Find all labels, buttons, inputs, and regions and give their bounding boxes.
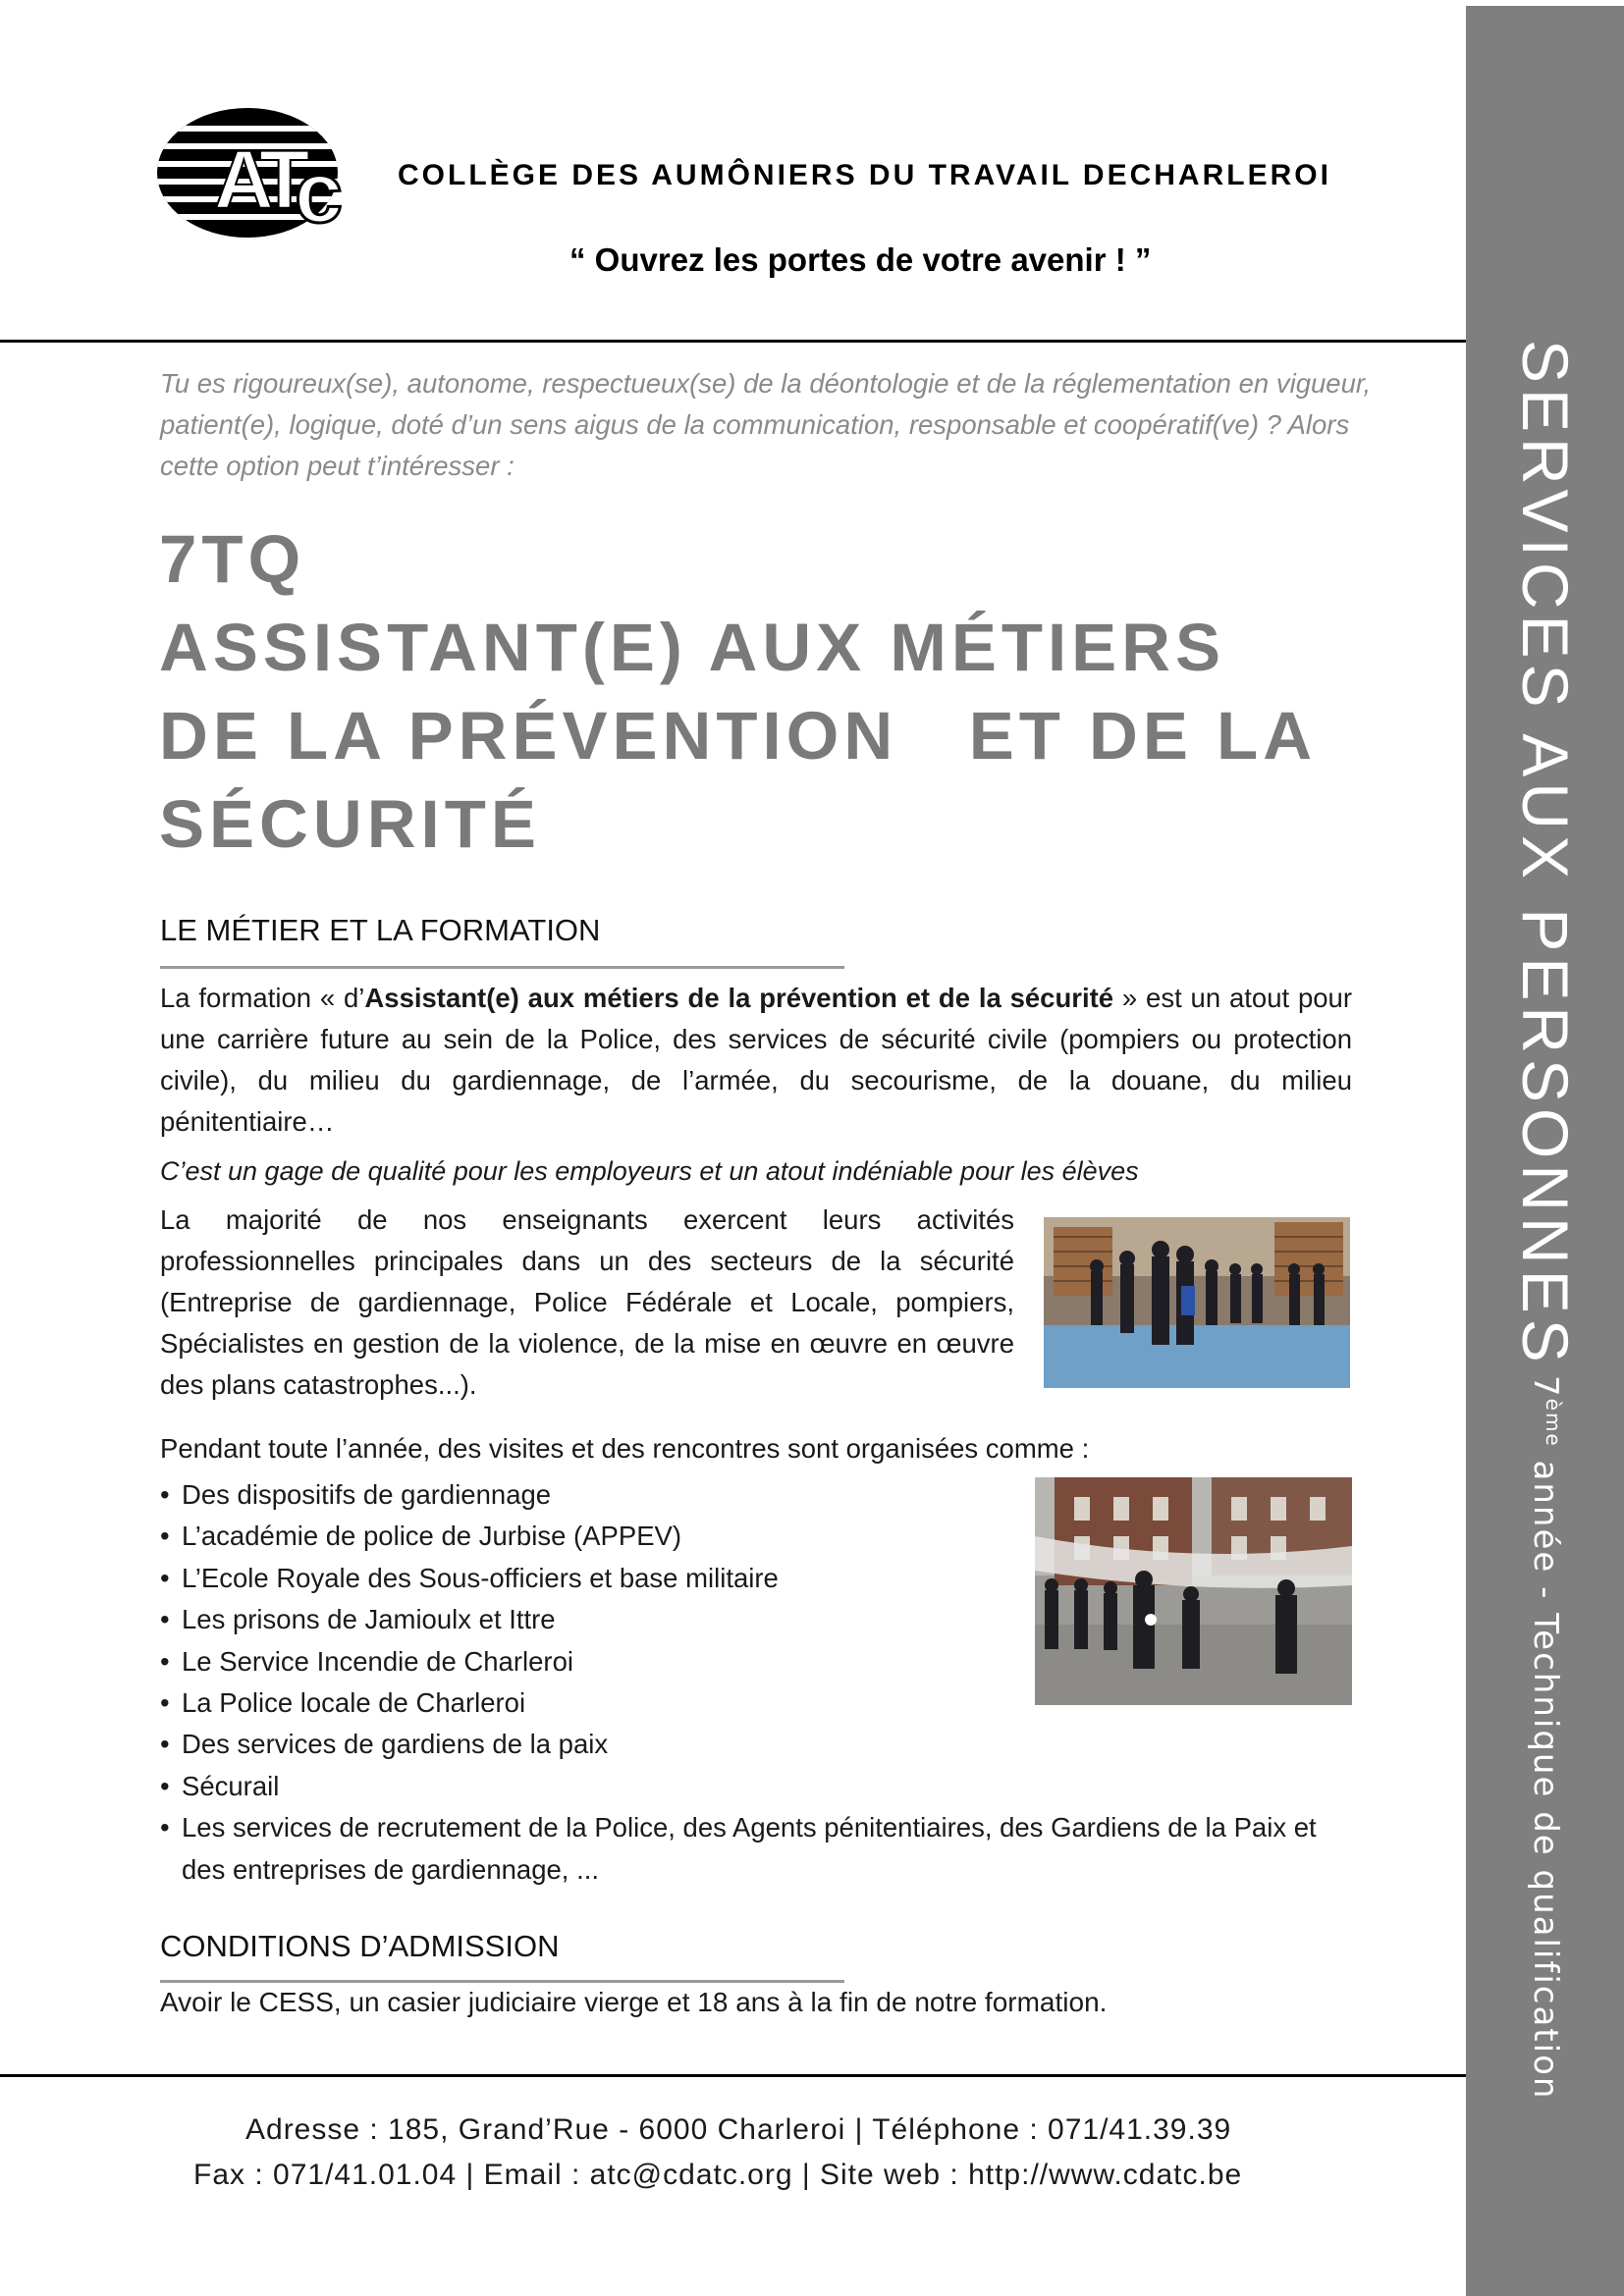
admission-text: Avoir le CESS, un casier judiciaire vierge et 18 ans à la fin de notre formation. (160, 1987, 1108, 2017)
year-label: 7ème année - Technique de qualification (1525, 1375, 1565, 2101)
section-rule (160, 966, 844, 969)
atc-logo (157, 106, 349, 240)
teachers-paragraph: La majorité de nos enseignants exercent leurs activités professionnelles principales dans un des secteurs de la sécurité (Entreprise de gardiennage, Police Fédérale et Locale, pompiers, Spécialistes en gestion de la violence, de la mise en œuvre en œuvre des plans catastrophes...). (160, 1204, 1014, 1400)
page-title: 7TQ ASSISTANT(E) AUX MÉTIERS DE LA PRÉVENTION ET DE LA SÉCURITÉ (159, 521, 1318, 862)
college-name: COLLÈGE DES AUMÔNIERS DU TRAVAIL DECHARLEROI (398, 159, 1331, 191)
list-item: • Le Service Incendie de Charleroi (160, 1641, 1358, 1682)
svg-text:c: c (295, 143, 343, 240)
svg-text:T: T (259, 133, 310, 226)
intro-text: Tu es rigoureux(se), autonome, respectueux(se) de la déontologie et de la réglementation en vigueur, patient(e), logique, doté d’un sens aigus de la communication, responsable et coopératif(ve) ? Alors cette option peut t’intéresser : (160, 368, 1372, 481)
quality-statement: C’est un gage de qualité pour les employeurs et un atout indéniable pour les élèves (160, 1156, 1139, 1186)
section-heading-admission: CONDITIONS D’ADMISSION (160, 1929, 560, 1963)
formation-paragraph: La formation « d’Assistant(e) aux métiers de la prévention et de la sécurité » est un atout pour une carrière future au sein de la Police, des services de sécurité civile (pompiers ou protection civile), du milieu du gardiennage, de l’armée, du secourisme, de la douane, du milieu pénitentiaire… (160, 983, 1352, 1137)
list-item: • Des dispositifs de gardiennage (160, 1474, 1358, 1516)
footer-contact: Fax : 071/41.01.04 | Email : atc@cdatc.org | Site web : http://www.cdatc.be (193, 2159, 1243, 2191)
list-item: • La Police locale de Charleroi (160, 1682, 1358, 1724)
header-divider (0, 340, 1466, 343)
list-item: • Des services de gardiens de la paix (160, 1724, 1358, 1765)
training-photo (1044, 1217, 1350, 1388)
fire-exercise-photo (1035, 1477, 1352, 1705)
side-band (1466, 6, 1624, 2296)
category-label: SERVICES AUX PERSONNES (1508, 340, 1582, 1368)
visits-intro: Pendant toute l’année, des visites et des rencontres sont organisées comme : (160, 1433, 1090, 1464)
svg-text:A: A (214, 133, 274, 226)
list-item: • Les prisons de Jamioulx et Ittre (160, 1599, 1358, 1640)
list-item: • L’académie de police de Jurbise (APPEV) (160, 1516, 1358, 1557)
list-item: • Sécurail (160, 1766, 1358, 1807)
footer-divider (0, 2074, 1466, 2077)
motto: “ Ouvrez les portes de votre avenir ! ” (569, 241, 1152, 278)
footer-address: Adresse : 185, Grand’Rue - 6000 Charleroi | Téléphone : 071/41.39.39 (245, 2113, 1232, 2146)
section-heading-metier: LE MÉTIER ET LA FORMATION (160, 913, 601, 947)
list-item: • Les services de recrutement de la Police, des Agents pénitentiaires, des Gardiens de la Paix et des entreprises de gardiennage, ... (160, 1807, 1358, 1891)
section-rule (160, 1980, 844, 1983)
list-item: • L’Ecole Royale des Sous-officiers et base militaire (160, 1558, 1358, 1599)
